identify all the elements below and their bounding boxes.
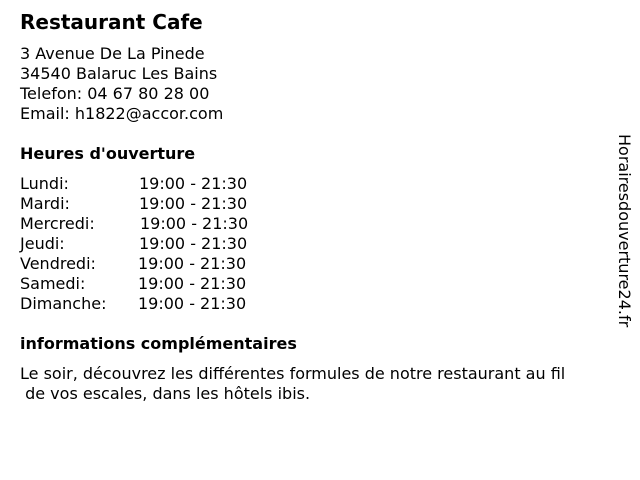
day-label: Samedi: [20,274,86,293]
address-block [20,44,223,124]
hours-row-saturday [20,274,280,294]
hours-row-tuesday [20,194,280,214]
time-range: 19:00 - 21:30 [139,234,248,253]
day-label: Mardi: [20,194,70,213]
hours-row-wednesday [20,214,280,234]
hours-row-friday [20,254,280,274]
day-label: Lundi: [20,174,69,193]
time-range: 19:00 - 21:30 [139,194,248,213]
hours-row-monday [20,174,280,194]
hours-row-thursday [20,234,280,254]
time-range: 19:00 - 21:30 [138,274,247,293]
time-range: 19:00 - 21:30 [138,294,247,313]
phone-number[interactable]: Telefon: 04 67 80 28 00 [20,84,210,103]
day-label: Jeudi: [20,234,65,253]
restaurant-name: Restaurant Cafe [20,10,203,34]
site-watermark[interactable]: Horairesdouverture24.fr [615,134,634,328]
time-range: 19:00 - 21:30 [138,254,247,273]
day-label: Mercredi: [20,214,95,233]
opening-hours-table [20,174,280,314]
day-label: Vendredi: [20,254,96,273]
additional-info-text: Le soir, découvrez les différentes formules de notre restaurant au fil de vos escales, dans les hôtels ibis. [20,364,566,403]
additional-info-heading: informations complémentaires [20,334,297,353]
address-city: 34540 Balaruc Les Bains [20,64,218,83]
hours-row-sunday [20,294,280,314]
time-range: 19:00 - 21:30 [139,174,248,193]
time-range: 19:00 - 21:30 [140,214,249,233]
email-address[interactable]: Email: h1822@accor.com [20,104,224,123]
address-street: 3 Avenue De La Pinede [20,44,205,63]
opening-hours-heading: Heures d'ouverture [20,144,196,163]
day-label: Dimanche: [20,294,107,313]
